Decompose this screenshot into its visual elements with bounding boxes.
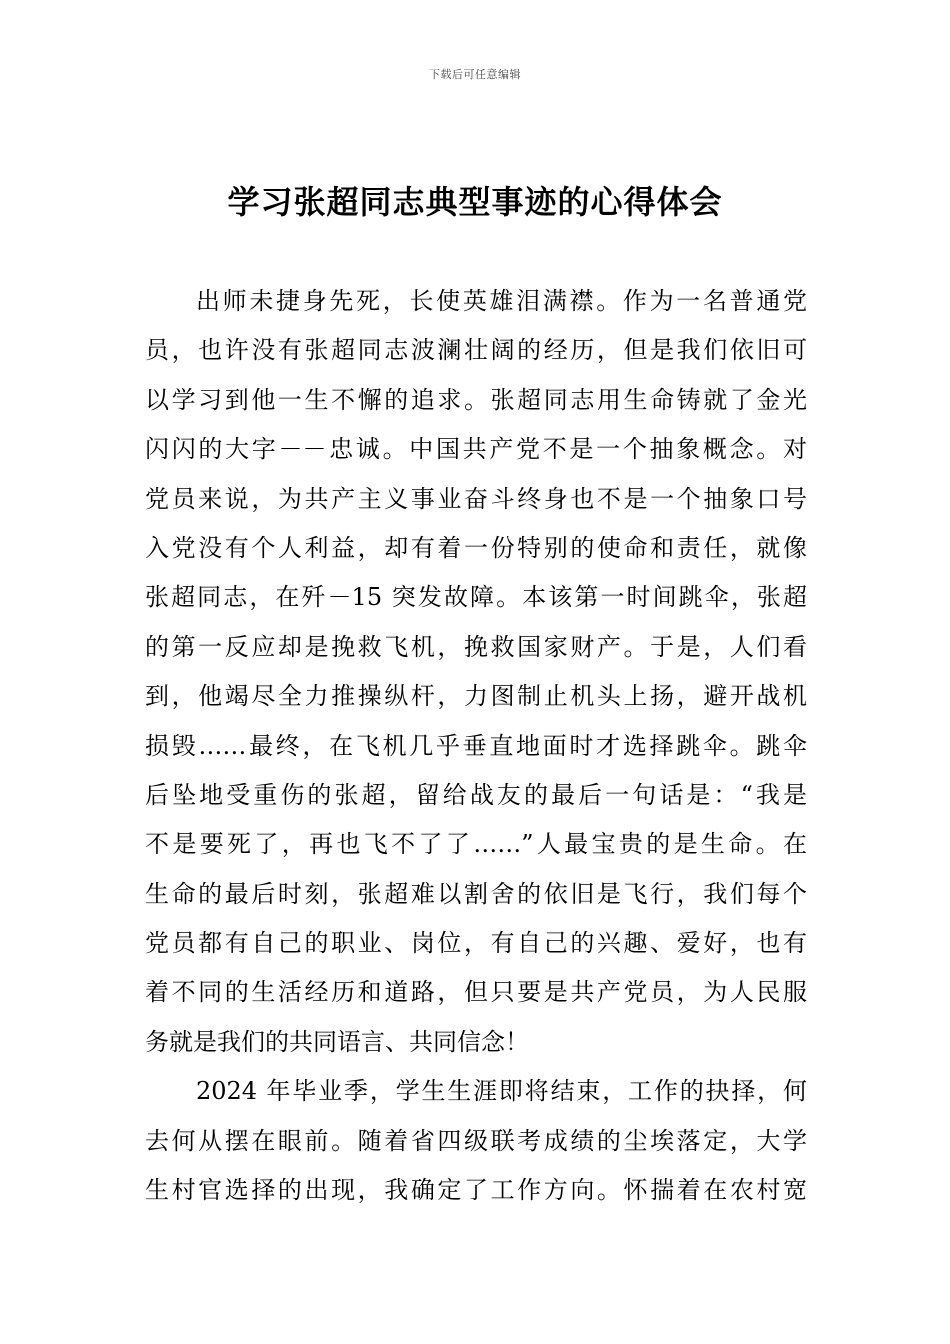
paragraph-1 xyxy=(145,281,807,1071)
body-text xyxy=(145,281,807,1219)
text-line: 损毁……最终，在飞机几乎垂直地面时才选择跳伞。跳伞 xyxy=(145,731,807,760)
text-line: 到，他竭尽全力推操纵杆，力图制止机头上扬，避开战机 xyxy=(145,682,807,711)
text-line: 务就是我们的共同语言、共同信念！ xyxy=(145,1027,529,1056)
text-line: 闪闪的大字－－忠诚。中国共产党不是一个抽象概念。对 xyxy=(145,435,807,464)
text-line: 后坠地受重伤的张超，留给战友的最后一句话是：“我是 xyxy=(145,780,807,809)
text-line: 党员都有自己的职业、岗位，有自己的兴趣、爱好，也有 xyxy=(145,929,807,958)
text-line: 不是要死了，再也飞不了了……”人最宝贵的是生命。在 xyxy=(145,830,807,859)
text-line: 去何从摆在眼前。随着省四级联考成绩的尘埃落定，大学 xyxy=(145,1126,807,1155)
header-note: 下载后可任意编辑 xyxy=(429,68,521,81)
paragraph-2 xyxy=(145,1071,807,1219)
text-line: 以学习到他一生不懈的追求。张超同志用生命铸就了金光 xyxy=(145,385,807,414)
text-line: 张超同志，在歼－15 突发故障。本该第一时间跳伞，张超 xyxy=(145,583,807,612)
text-line: 的第一反应却是挽救飞机，挽救国家财产。于是，人们看 xyxy=(145,632,807,661)
text-line: 员，也许没有张超同志波澜壮阔的经历，但是我们依旧可 xyxy=(145,336,807,365)
text-line: 着不同的生活经历和道路，但只要是共产党员，为人民服 xyxy=(145,978,807,1007)
text-line: 2024 年毕业季，学生生涯即将结束，工作的抉择，何 xyxy=(196,1077,807,1106)
text-line: 出师未捷身先死，长使英雄泪满襟。作为一名普通党 xyxy=(196,287,807,315)
text-line: 生村官选择的出现，我确定了工作方向。怀揣着在农村宽 xyxy=(145,1176,807,1205)
text-line: 入党没有个人利益，却有着一份特别的使命和责任，就像 xyxy=(145,533,807,562)
text-line: 党员来说，为共产主义事业奋斗终身也不是一个抽象口号 xyxy=(145,484,807,513)
text-line: 生命的最后时刻，张超难以割舍的依旧是飞行，我们每个 xyxy=(145,879,807,908)
document-title: 学习张超同志典型事迹的心得体会 xyxy=(227,183,723,221)
